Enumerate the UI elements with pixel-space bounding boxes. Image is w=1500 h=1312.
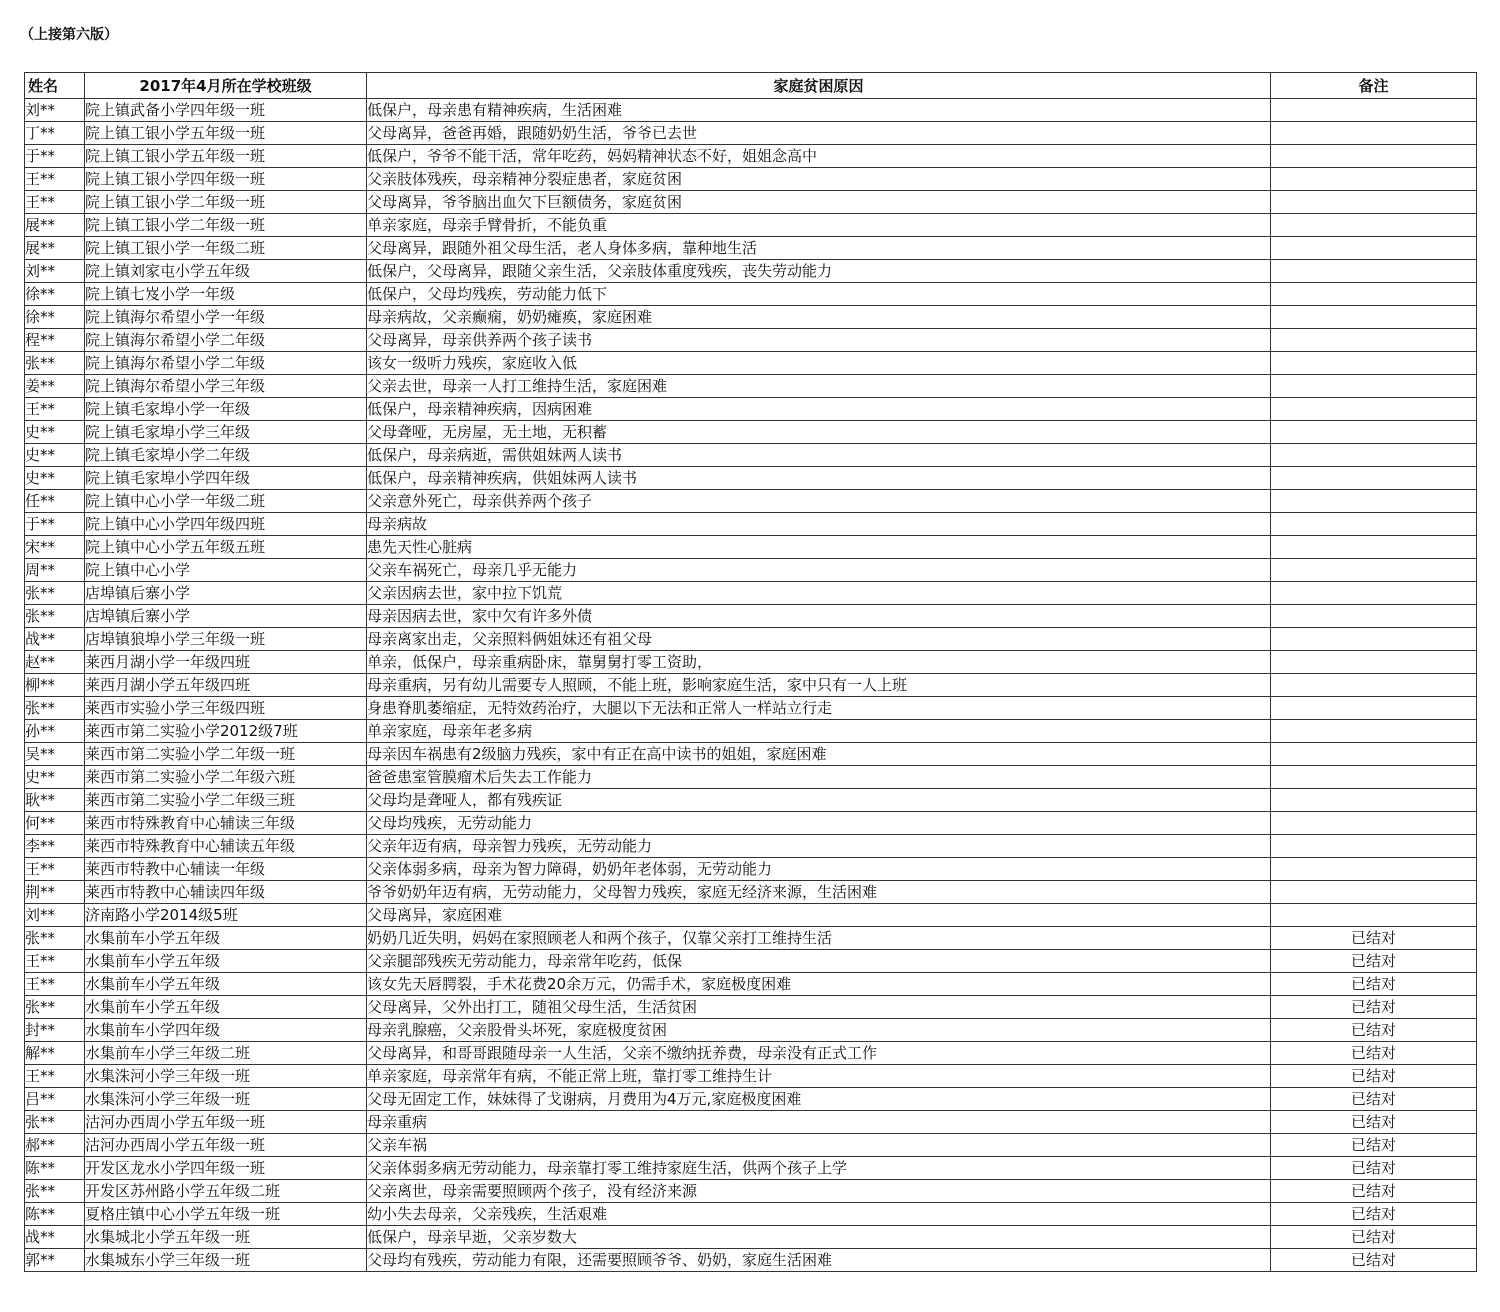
school-class-cell: 院上镇毛家埠小学二年级 — [85, 444, 367, 467]
school-class-cell: 济南路小学2014级5班 — [85, 904, 367, 927]
poverty-reason-cell: 父母离异，父外出打工，随祖父母生活，生活贫困 — [367, 996, 1271, 1019]
school-class-cell: 水集洙河小学三年级一班 — [85, 1065, 367, 1088]
table-row — [25, 329, 1477, 352]
school-class-cell: 院上镇中心小学五年级五班 — [85, 536, 367, 559]
student-name-cell: 张** — [25, 927, 85, 950]
student-name-cell: 刘** — [25, 260, 85, 283]
school-class-cell: 院上镇海尔希望小学二年级 — [85, 329, 367, 352]
table-row — [25, 1134, 1477, 1157]
remark-cell — [1271, 697, 1477, 720]
table-row — [25, 973, 1477, 996]
remark-cell: 已结对 — [1271, 1226, 1477, 1249]
remark-cell — [1271, 628, 1477, 651]
remark-cell — [1271, 352, 1477, 375]
poverty-reason-cell: 父亲肢体残疾，母亲精神分裂症患者，家庭贫困 — [367, 168, 1271, 191]
header-reason: 家庭贫困原因 — [367, 73, 1271, 99]
student-name-cell: 张** — [25, 996, 85, 1019]
poverty-reason-cell: 父亲体弱多病无劳动能力，母亲靠打零工维持家庭生活，供两个孩子上学 — [367, 1157, 1271, 1180]
poverty-reason-cell: 低保户，父母离异，跟随父亲生活，父亲肢体重度残疾，丧失劳动能力 — [367, 260, 1271, 283]
poverty-reason-cell: 父母均有残疾，劳动能力有限，还需要照顾爷爷、奶奶，家庭生活困难 — [367, 1249, 1271, 1272]
school-class-cell: 店埠镇后寨小学 — [85, 582, 367, 605]
table-row — [25, 950, 1477, 973]
student-name-cell: 何** — [25, 812, 85, 835]
table-row — [25, 214, 1477, 237]
table-row — [25, 812, 1477, 835]
remark-cell: 已结对 — [1271, 927, 1477, 950]
remark-cell — [1271, 812, 1477, 835]
table-row — [25, 881, 1477, 904]
school-class-cell: 院上镇毛家埠小学一年级 — [85, 398, 367, 421]
remark-cell: 已结对 — [1271, 950, 1477, 973]
header-note: 备注 — [1271, 73, 1477, 99]
school-class-cell: 莱西市特教中心辅读一年级 — [85, 858, 367, 881]
school-class-cell: 院上镇七岌小学一年级 — [85, 283, 367, 306]
remark-cell: 已结对 — [1271, 973, 1477, 996]
table-row — [25, 651, 1477, 674]
table-row — [25, 582, 1477, 605]
poverty-reason-cell: 低保户，母亲病逝，需供姐妹两人读书 — [367, 444, 1271, 467]
table-row — [25, 697, 1477, 720]
school-class-cell: 院上镇工银小学二年级一班 — [85, 214, 367, 237]
poverty-reason-cell: 爸爸患室管膜瘤术后失去工作能力 — [367, 766, 1271, 789]
remark-cell — [1271, 398, 1477, 421]
poverty-reason-cell: 父母聋哑，无房屋，无土地，无积蓄 — [367, 421, 1271, 444]
student-name-cell: 耿** — [25, 789, 85, 812]
student-name-cell: 孙** — [25, 720, 85, 743]
header-name: 姓名 — [25, 73, 85, 99]
student-name-cell: 周** — [25, 559, 85, 582]
poverty-reason-cell: 父亲车祸 — [367, 1134, 1271, 1157]
remark-cell — [1271, 444, 1477, 467]
school-class-cell: 莱西市特教中心辅读四年级 — [85, 881, 367, 904]
table-row — [25, 1065, 1477, 1088]
remark-cell — [1271, 513, 1477, 536]
poverty-reason-cell: 父母离异，爷爷脑出血欠下巨额债务，家庭贫困 — [367, 191, 1271, 214]
remark-cell: 已结对 — [1271, 1157, 1477, 1180]
school-class-cell: 莱西市实验小学三年级四班 — [85, 697, 367, 720]
school-class-cell: 院上镇工银小学五年级一班 — [85, 122, 367, 145]
remark-cell: 已结对 — [1271, 1019, 1477, 1042]
student-name-cell: 于** — [25, 145, 85, 168]
poverty-reason-cell: 父亲因病去世，家中拉下饥荒 — [367, 582, 1271, 605]
poverty-reason-cell: 该女先天唇腭裂，手术花费20余万元，仍需手术，家庭极度困难 — [367, 973, 1271, 996]
table-row — [25, 996, 1477, 1019]
table-body — [25, 99, 1477, 1272]
poverty-reason-cell: 母亲因车祸患有2级脑力残疾，家中有正在高中读书的姐姐，家庭困难 — [367, 743, 1271, 766]
school-class-cell: 院上镇海尔希望小学二年级 — [85, 352, 367, 375]
header-school: 2017年4月所在学校班级 — [85, 73, 367, 99]
table-row — [25, 513, 1477, 536]
student-name-cell: 王** — [25, 1065, 85, 1088]
school-class-cell: 院上镇工银小学五年级一班 — [85, 145, 367, 168]
student-name-cell: 战** — [25, 628, 85, 651]
school-class-cell: 院上镇海尔希望小学三年级 — [85, 375, 367, 398]
student-name-cell: 王** — [25, 858, 85, 881]
school-class-cell: 沽河办西周小学五年级一班 — [85, 1111, 367, 1134]
school-class-cell: 院上镇毛家埠小学四年级 — [85, 467, 367, 490]
poverty-reason-cell: 母亲病故，父亲癫痫，奶奶瘫痪，家庭困难 — [367, 306, 1271, 329]
school-class-cell: 莱西月湖小学一年级四班 — [85, 651, 367, 674]
table-row — [25, 628, 1477, 651]
table-row — [25, 398, 1477, 421]
poverty-reason-cell: 父母离异，跟随外祖父母生活，老人身体多病，靠种地生活 — [367, 237, 1271, 260]
student-name-cell: 史** — [25, 766, 85, 789]
table-row — [25, 122, 1477, 145]
school-class-cell: 院上镇中心小学 — [85, 559, 367, 582]
school-class-cell: 开发区龙水小学四年级一班 — [85, 1157, 367, 1180]
school-class-cell: 莱西市特殊教育中心辅读五年级 — [85, 835, 367, 858]
table-row — [25, 352, 1477, 375]
school-class-cell: 莱西市第二实验小学2012级7班 — [85, 720, 367, 743]
student-name-cell: 吕** — [25, 1088, 85, 1111]
poverty-reason-cell: 单亲家庭，母亲年老多病 — [367, 720, 1271, 743]
table-row — [25, 99, 1477, 122]
poverty-reason-cell: 父母均是聋哑人，都有残疾证 — [367, 789, 1271, 812]
student-name-cell: 郭** — [25, 1249, 85, 1272]
remark-cell — [1271, 835, 1477, 858]
student-name-cell: 王** — [25, 950, 85, 973]
table-row — [25, 835, 1477, 858]
remark-cell — [1271, 582, 1477, 605]
student-name-cell: 展** — [25, 214, 85, 237]
table-row — [25, 789, 1477, 812]
remark-cell — [1271, 651, 1477, 674]
table-row — [25, 743, 1477, 766]
school-class-cell: 院上镇中心小学一年级二班 — [85, 490, 367, 513]
table-row — [25, 306, 1477, 329]
school-class-cell: 院上镇中心小学四年级四班 — [85, 513, 367, 536]
poverty-reason-cell: 父母均残疾，无劳动能力 — [367, 812, 1271, 835]
poverty-reason-cell: 幼小失去母亲，父亲残疾，生活艰难 — [367, 1203, 1271, 1226]
table-row — [25, 904, 1477, 927]
student-name-cell: 史** — [25, 467, 85, 490]
student-name-cell: 王** — [25, 973, 85, 996]
school-class-cell: 院上镇工银小学一年级二班 — [85, 237, 367, 260]
remark-cell: 已结对 — [1271, 1249, 1477, 1272]
table-row — [25, 490, 1477, 513]
school-class-cell: 莱西月湖小学五年级四班 — [85, 674, 367, 697]
poverty-reason-cell: 父亲离世，母亲需要照顾两个孩子，没有经济来源 — [367, 1180, 1271, 1203]
student-name-cell: 史** — [25, 421, 85, 444]
student-name-cell: 战** — [25, 1226, 85, 1249]
poverty-reason-cell: 母亲离家出走，父亲照料俩姐妹还有祖父母 — [367, 628, 1271, 651]
remark-cell — [1271, 145, 1477, 168]
remark-cell — [1271, 168, 1477, 191]
student-name-cell: 解** — [25, 1042, 85, 1065]
table-row — [25, 559, 1477, 582]
table-row — [25, 260, 1477, 283]
remark-cell: 已结对 — [1271, 1134, 1477, 1157]
student-name-cell: 郝** — [25, 1134, 85, 1157]
remark-cell — [1271, 881, 1477, 904]
poverty-reason-cell: 父母离异，和哥哥跟随母亲一人生活，父亲不缴纳抚养费，母亲没有正式工作 — [367, 1042, 1271, 1065]
poverty-reason-cell: 母亲重病 — [367, 1111, 1271, 1134]
school-class-cell: 水集城北小学五年级一班 — [85, 1226, 367, 1249]
poverty-reason-cell: 父亲意外死亡，母亲供养两个孩子 — [367, 490, 1271, 513]
school-class-cell: 水集前车小学五年级 — [85, 950, 367, 973]
table-row — [25, 536, 1477, 559]
remark-cell — [1271, 214, 1477, 237]
student-roster-table — [24, 72, 1477, 1272]
remark-cell — [1271, 306, 1477, 329]
remark-cell — [1271, 559, 1477, 582]
remark-cell — [1271, 720, 1477, 743]
school-class-cell: 院上镇刘家屯小学五年级 — [85, 260, 367, 283]
student-name-cell: 程** — [25, 329, 85, 352]
table-row — [25, 237, 1477, 260]
table-row — [25, 1042, 1477, 1065]
poverty-reason-cell: 奶奶几近失明，妈妈在家照顾老人和两个孩子，仅靠父亲打工维持生活 — [367, 927, 1271, 950]
school-class-cell: 莱西市特殊教育中心辅读三年级 — [85, 812, 367, 835]
table-row — [25, 168, 1477, 191]
remark-cell — [1271, 283, 1477, 306]
school-class-cell: 水集前车小学五年级 — [85, 927, 367, 950]
student-name-cell: 张** — [25, 605, 85, 628]
poverty-reason-cell: 单亲家庭，母亲常年有病，不能正常上班，靠打零工维持生计 — [367, 1065, 1271, 1088]
remark-cell: 已结对 — [1271, 1088, 1477, 1111]
table-row — [25, 605, 1477, 628]
poverty-reason-cell: 父亲车祸死亡，母亲几乎无能力 — [367, 559, 1271, 582]
remark-cell — [1271, 237, 1477, 260]
table-row — [25, 421, 1477, 444]
poverty-reason-cell: 父亲腿部残疾无劳动能力，母亲常年吃药，低保 — [367, 950, 1271, 973]
table-row — [25, 1249, 1477, 1272]
student-name-cell: 李** — [25, 835, 85, 858]
school-class-cell: 莱西市第二实验小学二年级一班 — [85, 743, 367, 766]
table-row — [25, 1157, 1477, 1180]
student-name-cell: 姜** — [25, 375, 85, 398]
student-name-cell: 王** — [25, 398, 85, 421]
poverty-reason-cell: 母亲病故 — [367, 513, 1271, 536]
poverty-reason-cell: 该女一级听力残疾，家庭收入低 — [367, 352, 1271, 375]
school-class-cell: 院上镇工银小学四年级一班 — [85, 168, 367, 191]
remark-cell — [1271, 536, 1477, 559]
table-row — [25, 375, 1477, 398]
remark-cell — [1271, 904, 1477, 927]
poverty-reason-cell: 父亲年迈有病，母亲智力残疾，无劳动能力 — [367, 835, 1271, 858]
student-name-cell: 张** — [25, 1111, 85, 1134]
poverty-reason-cell: 单亲，低保户，母亲重病卧床，靠舅舅打零工资助， — [367, 651, 1271, 674]
student-name-cell: 吴** — [25, 743, 85, 766]
student-name-cell: 于** — [25, 513, 85, 536]
student-name-cell: 张** — [25, 582, 85, 605]
poverty-reason-cell: 父母离异，家庭困难 — [367, 904, 1271, 927]
poverty-reason-cell: 父亲体弱多病，母亲为智力障碍，奶奶年老体弱，无劳动能力 — [367, 858, 1271, 881]
student-name-cell: 荆** — [25, 881, 85, 904]
table-row — [25, 720, 1477, 743]
remark-cell: 已结对 — [1271, 1180, 1477, 1203]
poverty-reason-cell: 低保户，母亲精神疾病，供姐妹两人读书 — [367, 467, 1271, 490]
table-header-row — [25, 73, 1477, 99]
school-class-cell: 开发区苏州路小学五年级二班 — [85, 1180, 367, 1203]
poverty-reason-cell: 低保户，母亲患有精神疾病，生活困难 — [367, 99, 1271, 122]
school-class-cell: 莱西市第二实验小学二年级三班 — [85, 789, 367, 812]
school-class-cell: 水集前车小学五年级 — [85, 996, 367, 1019]
school-class-cell: 莱西市第二实验小学二年级六班 — [85, 766, 367, 789]
remark-cell — [1271, 674, 1477, 697]
school-class-cell: 水集城东小学三年级一班 — [85, 1249, 367, 1272]
student-name-cell: 刘** — [25, 904, 85, 927]
poverty-reason-cell: 低保户，爷爷不能干活，常年吃药，妈妈精神状态不好，姐姐念高中 — [367, 145, 1271, 168]
remark-cell — [1271, 329, 1477, 352]
school-class-cell: 水集洙河小学三年级一班 — [85, 1088, 367, 1111]
table-row — [25, 191, 1477, 214]
school-class-cell: 院上镇毛家埠小学三年级 — [85, 421, 367, 444]
student-name-cell: 王** — [25, 168, 85, 191]
remark-cell — [1271, 858, 1477, 881]
table-row — [25, 467, 1477, 490]
poverty-reason-cell: 低保户，母亲早逝，父亲岁数大 — [367, 1226, 1271, 1249]
remark-cell — [1271, 789, 1477, 812]
remark-cell — [1271, 467, 1477, 490]
poverty-reason-cell: 身患脊肌萎缩症，无特效药治疗，大腿以下无法和正常人一样站立行走 — [367, 697, 1271, 720]
school-class-cell: 夏格庄镇中心小学五年级一班 — [85, 1203, 367, 1226]
remark-cell — [1271, 260, 1477, 283]
school-class-cell: 店埠镇后寨小学 — [85, 605, 367, 628]
school-class-cell: 院上镇海尔希望小学一年级 — [85, 306, 367, 329]
table-row — [25, 674, 1477, 697]
school-class-cell: 水集前车小学五年级 — [85, 973, 367, 996]
table-row — [25, 1088, 1477, 1111]
table-row — [25, 1203, 1477, 1226]
student-name-cell: 任** — [25, 490, 85, 513]
poverty-reason-cell: 父母无固定工作，妹妹得了戈谢病，月费用为4万元,家庭极度困难 — [367, 1088, 1271, 1111]
poverty-reason-cell: 患先天性心脏病 — [367, 536, 1271, 559]
school-class-cell: 沽河办西周小学五年级一班 — [85, 1134, 367, 1157]
poverty-reason-cell: 单亲家庭，母亲手臂骨折，不能负重 — [367, 214, 1271, 237]
student-name-cell: 宋** — [25, 536, 85, 559]
student-name-cell: 刘** — [25, 99, 85, 122]
table-row — [25, 1111, 1477, 1134]
poverty-reason-cell: 父母离异，母亲供养两个孩子读书 — [367, 329, 1271, 352]
remark-cell: 已结对 — [1271, 996, 1477, 1019]
student-name-cell: 陈** — [25, 1203, 85, 1226]
student-name-cell: 柳** — [25, 674, 85, 697]
remark-cell — [1271, 766, 1477, 789]
student-name-cell: 张** — [25, 697, 85, 720]
student-name-cell: 史** — [25, 444, 85, 467]
table-row — [25, 1180, 1477, 1203]
student-name-cell: 张** — [25, 1180, 85, 1203]
continued-from-note: （上接第六版） — [20, 27, 118, 43]
table-row — [25, 1019, 1477, 1042]
remark-cell: 已结对 — [1271, 1111, 1477, 1134]
poverty-reason-cell: 父母离异，爸爸再婚，跟随奶奶生活，爷爷已去世 — [367, 122, 1271, 145]
remark-cell — [1271, 743, 1477, 766]
remark-cell — [1271, 122, 1477, 145]
remark-cell — [1271, 375, 1477, 398]
poverty-reason-cell: 父亲去世，母亲一人打工维持生活，家庭困难 — [367, 375, 1271, 398]
student-name-cell: 陈** — [25, 1157, 85, 1180]
remark-cell — [1271, 605, 1477, 628]
school-class-cell: 院上镇工银小学二年级一班 — [85, 191, 367, 214]
student-name-cell: 王** — [25, 191, 85, 214]
table-row — [25, 444, 1477, 467]
poverty-reason-cell: 母亲因病去世，家中欠有许多外债 — [367, 605, 1271, 628]
remark-cell — [1271, 191, 1477, 214]
remark-cell — [1271, 421, 1477, 444]
student-name-cell: 赵** — [25, 651, 85, 674]
student-name-cell: 封** — [25, 1019, 85, 1042]
table-row — [25, 283, 1477, 306]
school-class-cell: 店埠镇狼埠小学三年级一班 — [85, 628, 367, 651]
student-name-cell: 徐** — [25, 306, 85, 329]
school-class-cell: 水集前车小学三年级二班 — [85, 1042, 367, 1065]
remark-cell — [1271, 490, 1477, 513]
school-class-cell: 院上镇武备小学四年级一班 — [85, 99, 367, 122]
table-row — [25, 1226, 1477, 1249]
remark-cell: 已结对 — [1271, 1203, 1477, 1226]
remark-cell: 已结对 — [1271, 1065, 1477, 1088]
poverty-reason-cell: 低保户，父母均残疾，劳动能力低下 — [367, 283, 1271, 306]
remark-cell — [1271, 99, 1477, 122]
student-name-cell: 徐** — [25, 283, 85, 306]
poverty-reason-cell: 母亲重病，另有幼儿需要专人照顾，不能上班，影响家庭生活，家中只有一人上班 — [367, 674, 1271, 697]
table-row — [25, 927, 1477, 950]
school-class-cell: 水集前车小学四年级 — [85, 1019, 367, 1042]
table-row — [25, 766, 1477, 789]
table-row — [25, 145, 1477, 168]
poverty-reason-cell: 爷爷奶奶年迈有病，无劳动能力，父母智力残疾，家庭无经济来源，生活困难 — [367, 881, 1271, 904]
student-name-cell: 展** — [25, 237, 85, 260]
poverty-reason-cell: 低保户，母亲精神疾病，因病困难 — [367, 398, 1271, 421]
remark-cell: 已结对 — [1271, 1042, 1477, 1065]
student-name-cell: 张** — [25, 352, 85, 375]
poverty-reason-cell: 母亲乳腺癌，父亲股骨头坏死，家庭极度贫困 — [367, 1019, 1271, 1042]
table-row — [25, 858, 1477, 881]
student-name-cell: 丁** — [25, 122, 85, 145]
